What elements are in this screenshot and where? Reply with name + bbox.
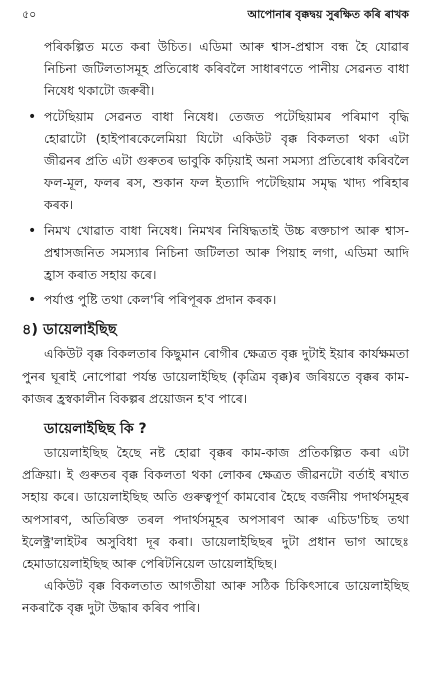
section-heading: ৪) ডায়েলাইছিছ: [22, 322, 117, 339]
subsection-heading: ডায়েলাইছিছ কি ?: [44, 421, 147, 438]
bullet-item-potassium: [22, 106, 409, 217]
page-content: [22, 36, 409, 620]
bullet-icon: •: [28, 108, 37, 125]
running-title: আপোনাৰ বৃক্কদ্বয় সুৰক্ষিত কৰি ৰাখক: [247, 7, 409, 21]
bullet-item-nutrition: [22, 289, 409, 311]
page-number: ৫০: [22, 7, 37, 21]
bullet-text: পৰ্যাপ্ত পুষ্টি তথা কেল'ৰি পৰিপূৰক প্ৰদান কৰক।: [44, 292, 277, 308]
bullet-text: নিমখ খোৱাত বাধা নিষেধ। নিমখৰ নিষিদ্ধতাই উচ্চ ৰক্তচাপ আৰু শ্বাস-প্ৰশ্বাসজনিত সমস্যাৰ নিচিনা জটিলতা আৰু পিয়াহ লগা, এডিমা আদি হ্ৰাস কৰাত সহায় কৰে।: [44, 222, 409, 283]
page-header: [22, 6, 409, 24]
section-paragraph: একিউট বৃক্ক বিকলতাৰ কিছুমান ৰোগীৰ ক্ষেত্ৰত বৃক্ক দুটাই ইয়াৰ কাৰ্যক্ষমতা পুনৰ ঘূৰাই নোপোৱা পৰ্যন্ত ডায়েলাইছিছ (কৃত্ৰিম বৃক্ক)ৰ জৰিয়তে বৃক্কৰ কাম-কাজৰ হ্ৰস্বকালীন বিকল্পৰ প্ৰয়োজন হ'ব পাৰে।: [22, 346, 409, 406]
bullet-item-salt: [22, 220, 409, 287]
bullet-icon: •: [28, 222, 37, 239]
intro-continuation: পৰিকল্পিত মতে কৰা উচিত। এডিমা আৰু শ্বাস-প্ৰশ্বাস বন্ধ হৈ যোৱাৰ নিচিনা জটিলতাসমূহ প্ৰতিৰোধ কৰিবলৈ সাধাৰণতে পানীয় সেৱনত বাধা নিষেধ থকাটো জৰুৰী।: [44, 39, 409, 99]
bullet-text: পটেছিয়াম সেৱনত বাধা নিষেধ। তেজত পটেছিয়ামৰ পৰিমাণ বৃদ্ধি হোৱাটো (হাইপাৰকেলেমিয়া যিটো একিউট বৃক্ক বিকলতা থকা এটা জীৱনৰ প্ৰতি এটা গুৰুতৰ ভাবুকি কঢ়িয়াই অনা সমস্যা প্ৰতিৰোধ কৰিবলৈ ফল-মূল, ফলৰ ৰস, শুকান ফল ইত্যাদি পটেছিয়াম সমৃদ্ধ খাদ্য পৰিহাৰ কৰক।: [44, 108, 409, 213]
subsection-paragraph-1: ডায়েলাইছিছ হৈছে নষ্ট হোৱা বৃক্কৰ কাম-কাজ প্ৰতিকল্পিত কৰা এটা প্ৰক্ৰিয়া। ই গুৰুতৰ বৃক্ক বিকলতা থকা লোকৰ ক্ষেত্ৰত জীৱনটো বৰ্তাই ৰখাত সহায় কৰে। ডায়েলাইছিছ অতি গুৰুত্বপূৰ্ণ কামবোৰ হৈছে বৰ্জনীয় পদাৰ্থসমূহৰ অপসাৰণ, অতিৰিক্ত তৰল পদাৰ্থসমূহৰ অপসাৰণ আৰু এচিড'চিছ তথা ইলেক্ট্ৰ'লাইটৰ অসুবিধা দূৰ কৰা। ডায়েলাইছিছৰ দুটা প্ৰধান ভাগ আছেঃ হেমাডায়েলাইছিছ আৰু পেৰিটনিয়েল ডায়েলাইছিছ।: [22, 445, 409, 572]
subsection-paragraph-2: একিউট বৃক্ক বিকলতাত আগতীয়া আৰু সঠিক চিকিৎসাৰে ডায়েলাইছিছ নকৰাকৈ বৃক্ক দুটা উদ্ধাৰ কৰিব পাৰি।: [22, 578, 409, 616]
bullet-icon: •: [28, 292, 37, 309]
